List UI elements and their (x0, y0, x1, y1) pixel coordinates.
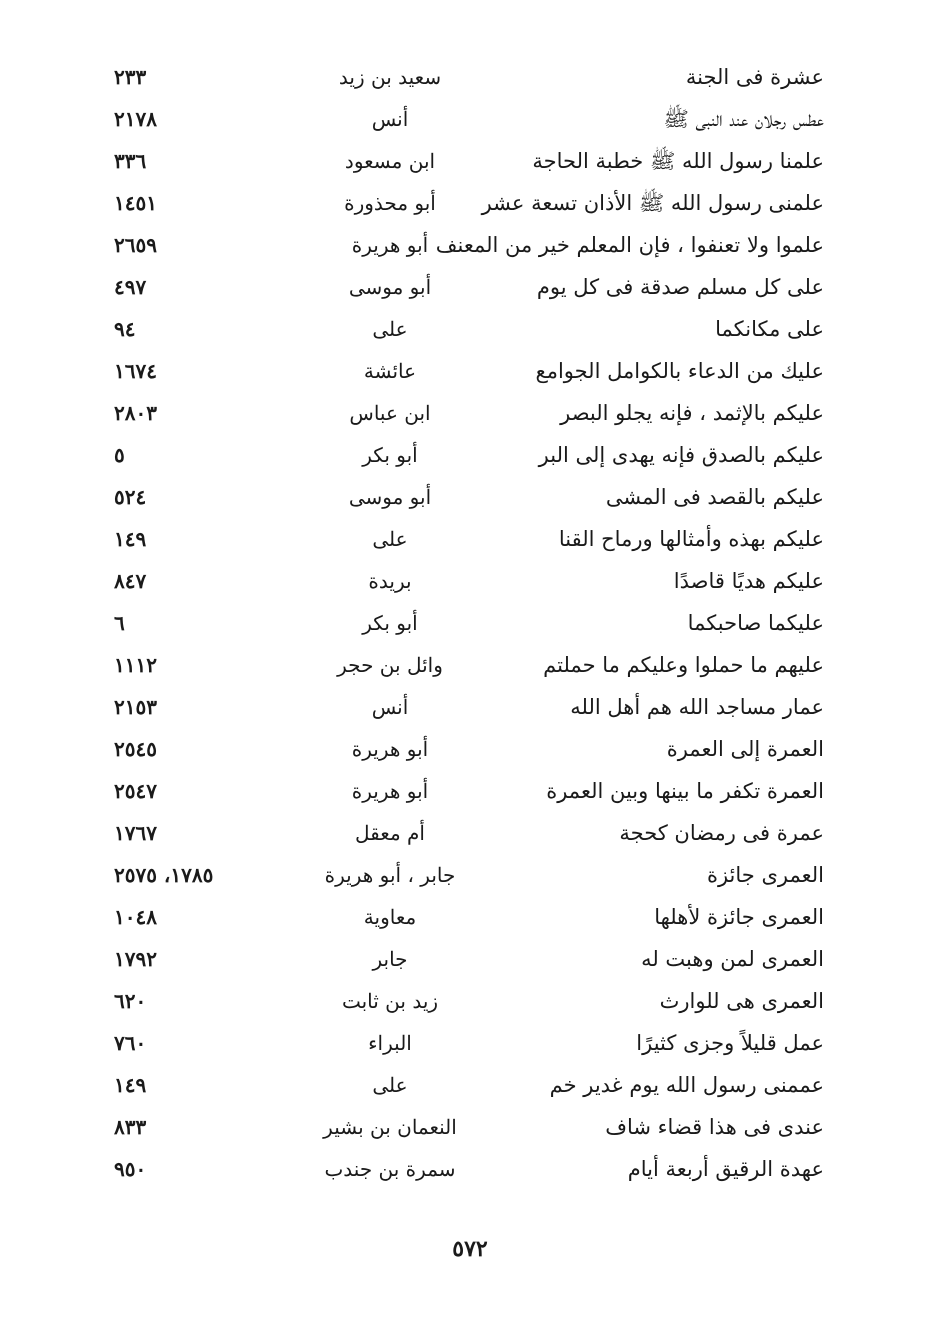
index-row (100, 476, 830, 518)
narrator: أبو موسى (348, 485, 432, 509)
index-row (100, 896, 830, 938)
index-row (100, 1064, 830, 1106)
index-row (100, 728, 830, 770)
hadith-number: ٢٥٤٥ (114, 737, 157, 761)
hadith-text: عليكم بهذه وأمثالها ورماح القنا (558, 527, 824, 551)
hadith-text: علمنا رسول الله ﷺ خطبة الحاجة (532, 149, 824, 173)
narrator: على (372, 317, 408, 341)
hadith-number: ١٤٥١ (114, 191, 157, 215)
hadith-text: عليكم بالقصد فى المشى (605, 485, 824, 509)
narrator: أنس (371, 695, 409, 719)
hadith-number: ١٤٩ (114, 527, 147, 551)
hadith-number: ٤٩٧ (114, 275, 147, 299)
hadith-text: العمرة إلى العمرة (666, 737, 824, 761)
narrator: أبو محذورة (344, 191, 436, 215)
page-number: ٥٧٢ (452, 1236, 488, 1262)
narrator: ابن مسعود (344, 149, 436, 173)
index-row (100, 980, 830, 1022)
narrator: على (372, 1073, 408, 1097)
narrator: ابن عباس (349, 401, 431, 425)
index-row (100, 56, 830, 98)
hadith-number: ٥ (114, 443, 125, 467)
hadith-text: عممنى رسول الله يوم غدير خم (549, 1073, 824, 1097)
narrator: البراء (368, 1031, 412, 1055)
hadith-number: ٦ (114, 611, 125, 635)
hadith-number: ١٠٤٨ (114, 905, 157, 929)
hadith-number: ٢١٥٣ (114, 695, 157, 719)
hadith-text: عليك من الدعاء بالكوامل الجوامع (535, 359, 824, 383)
hadith-text: عهدة الرقيق أربعة أيام (627, 1157, 824, 1181)
narrator: أبو بكر (362, 611, 418, 635)
index-row (100, 182, 830, 224)
narrator: جابر (372, 947, 408, 971)
hadith-number: ٢٥٤٧ (114, 779, 157, 803)
narrator: النعمان بن بشير (323, 1115, 457, 1139)
hadith-text: على كل مسلم صدقة فى كل يوم (536, 275, 824, 299)
index-row (100, 854, 830, 896)
index-row (100, 938, 830, 980)
narrator: معاوية (363, 905, 417, 929)
hadith-text: عمرة فى رمضان كحجة (619, 821, 824, 845)
index-row (100, 644, 830, 686)
index-row (100, 224, 830, 266)
index-row (100, 1148, 830, 1190)
index-row (100, 350, 830, 392)
hadith-text: عندى فى هذا قضاء شاف (605, 1115, 824, 1139)
narrator: وائل بن حجر (337, 653, 443, 677)
narrator: على (372, 527, 408, 551)
narrator: أبو هريرة (351, 779, 429, 803)
narrator: عائشة (363, 359, 417, 383)
index-row (100, 602, 830, 644)
hadith-text: العمرة تكفر ما بينها وبين العمرة (546, 779, 824, 803)
hadith-number: ٣٣٦ (114, 149, 147, 173)
hadith-text: عليكم بالإثمد ، فإنه يجلو البصر (560, 401, 824, 425)
narrator: جابر ، أبو هريرة (324, 863, 456, 887)
hadith-number: ٥٢٤ (114, 485, 147, 509)
hadith-number: ١٦٧٤ (114, 359, 157, 383)
index-row (100, 392, 830, 434)
narrator: أبو هريرة (351, 737, 429, 761)
narrator: أم معقل (355, 821, 425, 845)
hadith-text: العمرى جائزة لأهلها (654, 905, 824, 929)
hadith-number: ٦٢٠ (114, 989, 147, 1013)
hadith-number: ٩٤ (114, 317, 136, 341)
narrator: سمرة بن جندب (324, 1157, 456, 1181)
hadith-number: ٧٦٠ (114, 1031, 147, 1055)
index-row (100, 686, 830, 728)
hadith-text: العمرى لمن وهبت له (641, 947, 824, 971)
index-row (100, 1106, 830, 1148)
hadith-number: ١٧٦٧ (114, 821, 157, 845)
narrator: سعيد بن زيد (338, 65, 442, 89)
hadith-number: ٢٨٠٣ (114, 401, 157, 425)
hadith-text: علموا ولا تعنفوا ، فإن المعلم خير من المعنف (435, 233, 824, 257)
narrator: أنس (371, 107, 409, 131)
hadith-text: عليكم بالصدق فإنه يهدى إلى البر (538, 443, 824, 467)
narrator: أبو هريرة (351, 233, 429, 257)
hadith-number: ٨٤٧ (114, 569, 147, 593)
index-row (100, 98, 830, 140)
hadith-number: ٢٦٥٩ (114, 233, 157, 257)
hadith-number: ٨٣٣ (114, 1115, 147, 1139)
index-row (100, 140, 830, 182)
hadith-text: عمل قليلاً وجزى كثيرًا (636, 1031, 824, 1055)
hadith-text: عليكما صاحبكما (687, 611, 824, 635)
index-row (100, 266, 830, 308)
hadith-text: علمنى رسول الله ﷺ الأذان تسعة عشر (481, 191, 824, 215)
hadith-text: عطس رجلان عند النبى ﷺ (663, 107, 824, 131)
hadith-number: ١٧٩٢ (114, 947, 157, 971)
index-row (100, 434, 830, 476)
narrator: أبو بكر (362, 443, 418, 467)
hadith-number: ٩٥٠ (114, 1157, 147, 1181)
index-row (100, 308, 830, 350)
hadith-text: العمرى هى للوارث (659, 989, 824, 1013)
hadith-number: ٢٣٣ (114, 65, 147, 89)
hadith-text: عمار مساجد الله هم أهل الله (570, 695, 824, 719)
index-row (100, 770, 830, 812)
hadith-text: عشرة فى الجنة (685, 65, 824, 89)
index-row (100, 812, 830, 854)
narrator: زيد بن ثابت (341, 989, 439, 1013)
index-row (100, 518, 830, 560)
hadith-number: ١٤٩ (114, 1073, 147, 1097)
index-row (100, 1022, 830, 1064)
hadith-text: عليهم ما حملوا وعليكم ما حملتم (543, 653, 824, 677)
hadith-text: على مكانكما (715, 317, 824, 341)
hadith-text: عليكم هديًا قاصدًا (673, 569, 824, 593)
hadith-number: ١٧٨٥، ٢٥٧٥ (114, 863, 214, 887)
hadith-text: العمرى جائزة (706, 863, 824, 887)
hadith-index-list (100, 56, 830, 1190)
index-row (100, 560, 830, 602)
narrator: بريدة (368, 569, 412, 593)
hadith-number: ١١١٢ (114, 653, 157, 677)
narrator: أبو موسى (348, 275, 432, 299)
hadith-number: ٢١٧٨ (114, 107, 157, 131)
